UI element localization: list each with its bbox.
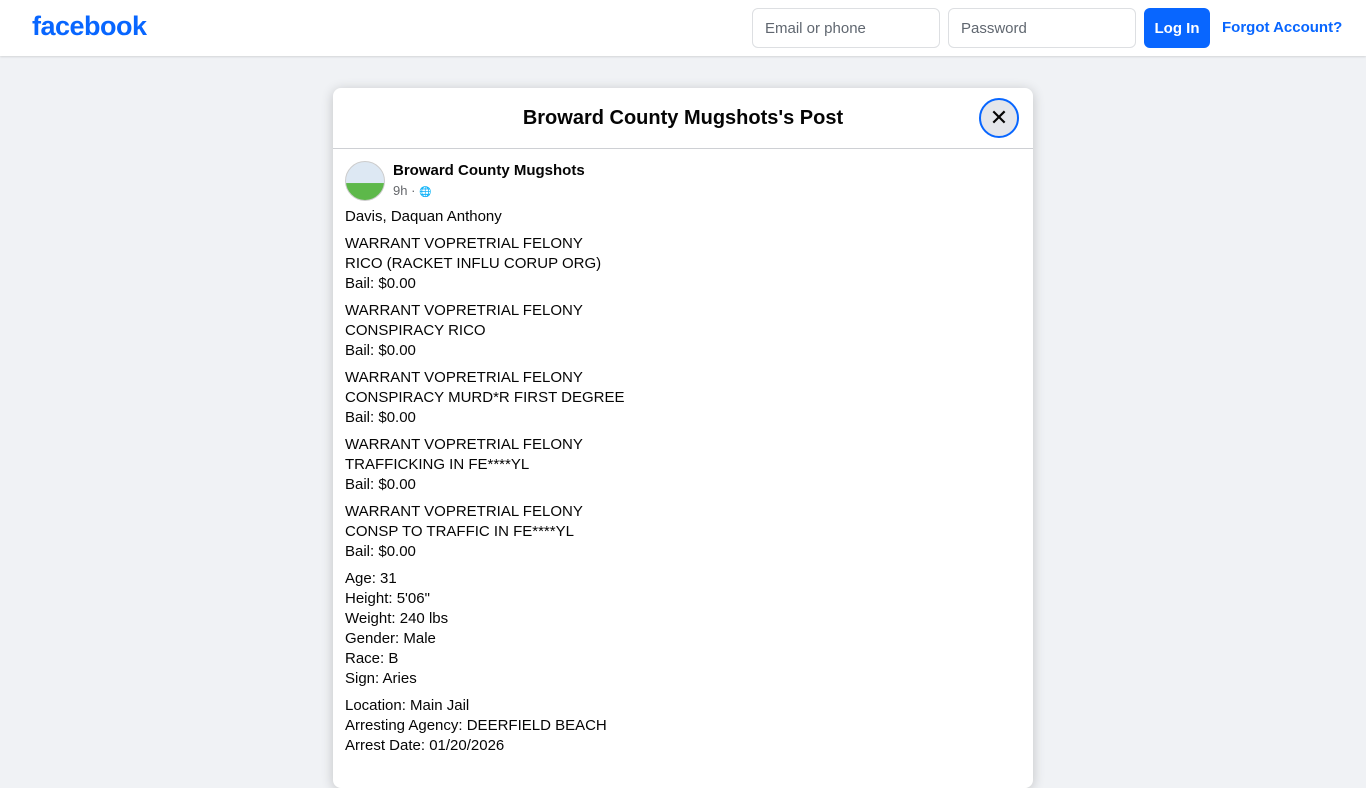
close-icon: ✕ <box>989 105 1009 130</box>
post-paragraph <box>345 502 625 562</box>
top-bar <box>0 0 1366 56</box>
post-meta <box>393 183 431 198</box>
globe-icon: 🌐 <box>419 187 432 198</box>
post-line: Weight: 240 lbs <box>345 610 449 627</box>
login-button[interactable]: Log In <box>1144 8 1210 48</box>
facebook-logo[interactable]: facebook <box>32 11 147 41</box>
avatar[interactable] <box>345 161 385 201</box>
close-button[interactable] <box>979 98 1019 138</box>
post-line: Arrest Date: 01/20/2026 <box>345 737 505 754</box>
post-line: TRAFFICKING IN FE****YL <box>345 456 530 473</box>
post-author[interactable]: Broward County Mugshots <box>393 162 585 179</box>
post-line: Bail: $0.00 <box>345 275 416 292</box>
post-line: Sign: Aries <box>345 670 417 687</box>
password-input[interactable] <box>948 8 1136 48</box>
post-line: Bail: $0.00 <box>345 543 416 560</box>
post-line: WARRANT VOPRETRIAL FELONY <box>345 235 583 252</box>
forgot-account-link[interactable]: Forgot Account? <box>1222 19 1343 36</box>
post-paragraph <box>345 696 625 756</box>
post-paragraph <box>345 234 625 294</box>
post-line: CONSPIRACY RICO <box>345 322 486 339</box>
post-line: Height: 5'06" <box>345 590 430 607</box>
post-time[interactable]: 9h · <box>393 183 420 198</box>
post-line: WARRANT VOPRETRIAL FELONY <box>345 503 583 520</box>
email-input[interactable] <box>752 8 940 48</box>
post-body <box>345 207 625 763</box>
post-line: Arresting Agency: DEERFIELD BEACH <box>345 717 607 734</box>
post-line: WARRANT VOPRETRIAL FELONY <box>345 369 583 386</box>
post-line: Bail: $0.00 <box>345 409 416 426</box>
post-paragraph <box>345 435 625 495</box>
post-line: Bail: $0.00 <box>345 476 416 493</box>
post-line: Race: B <box>345 650 399 667</box>
post-line: Bail: $0.00 <box>345 342 416 359</box>
post-modal <box>333 88 1033 788</box>
post-line: Age: 31 <box>345 570 397 587</box>
post-line: Davis, Daquan Anthony <box>345 208 502 225</box>
post-line: WARRANT VOPRETRIAL FELONY <box>345 302 583 319</box>
post-paragraph <box>345 301 625 361</box>
post-line: CONSPIRACY MURD*R FIRST DEGREE <box>345 389 625 406</box>
post-line: Gender: Male <box>345 630 436 647</box>
post-paragraph <box>345 368 625 428</box>
modal-title: Broward County Mugshots's Post <box>333 88 1033 149</box>
post-paragraph <box>345 569 625 689</box>
post-paragraph <box>345 207 625 227</box>
post-line: RICO (RACKET INFLU CORUP ORG) <box>345 255 602 272</box>
post-line: Location: Main Jail <box>345 697 470 714</box>
post-line: CONSP TO TRAFFIC IN FE****YL <box>345 523 574 540</box>
post-line: WARRANT VOPRETRIAL FELONY <box>345 436 583 453</box>
